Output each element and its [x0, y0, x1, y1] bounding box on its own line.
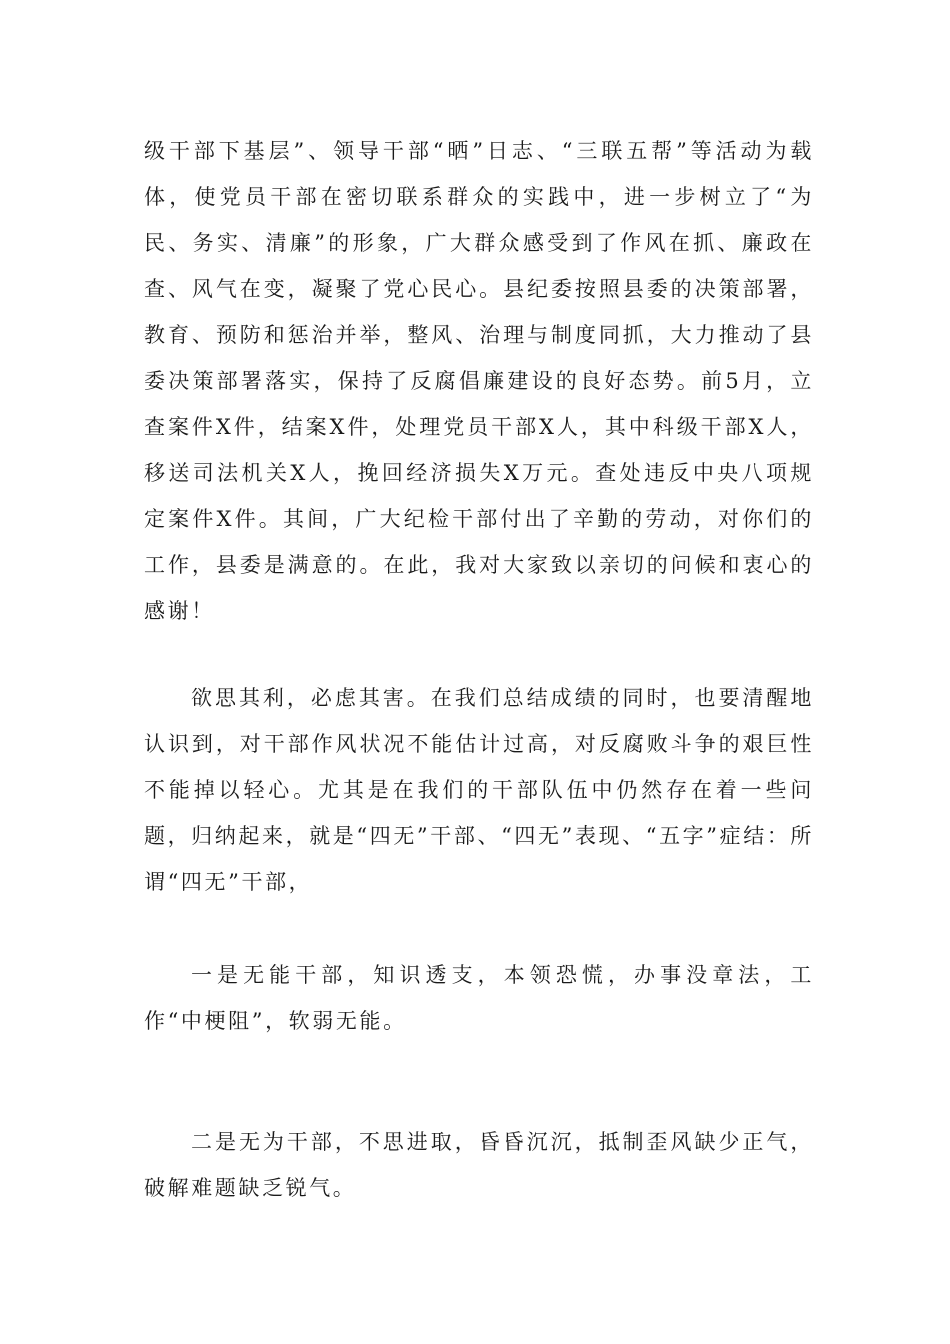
paragraph-problems-intro: 欲思其利，必虑其害。在我们总结成绩的同时，也要清醒地认识到，对干部作风状况不能估计过高，对反腐败斗争的艰巨性不能掉以轻心。尤其是在我们的干部队伍中仍然存在着一些问题，归纳起来，就是“四无”干部、“四无”表现、“五字”症结：所谓“四无”干部， — [144, 686, 815, 894]
paragraph-inactive-cadres: 二是无为干部，不思进取，昏昏沉沉，抵制歪风缺少正气，破解难题缺乏锐气。 — [144, 1130, 814, 1200]
paragraph-achievements: 级干部下基层”、领导干部“晒”日志、“三联五帮”等活动为载体，使党员干部在密切联系群众的实践中，进一步树立了“为民、务实、清廉”的形象，广大群众感受到了作风在抓、廉政在查、风气在变，凝聚了党心民心。县纪委按照县委的决策部署，教育、预防和惩治并举，整风、治理与制度同抓，大力推动了县委决策部署落实，保持了反腐倡廉建设的良好态势。前5月，立查案件X件，结案X件，处理党员干部X人，其中科级干部X人，移送司法机关X人，挽回经济损失X万元。查处违反中央八项规定案件X件。其间，广大纪检干部付出了辛勤的劳动，对你们的工作，县委是满意的。在此，我对大家致以亲切的问候和衷心的感谢！ — [144, 139, 814, 623]
paragraph-incompetent-cadres: 一是无能干部，知识透支，本领恐慌，办事没章法，工作“中梗阻”，软弱无能。 — [144, 963, 814, 1033]
